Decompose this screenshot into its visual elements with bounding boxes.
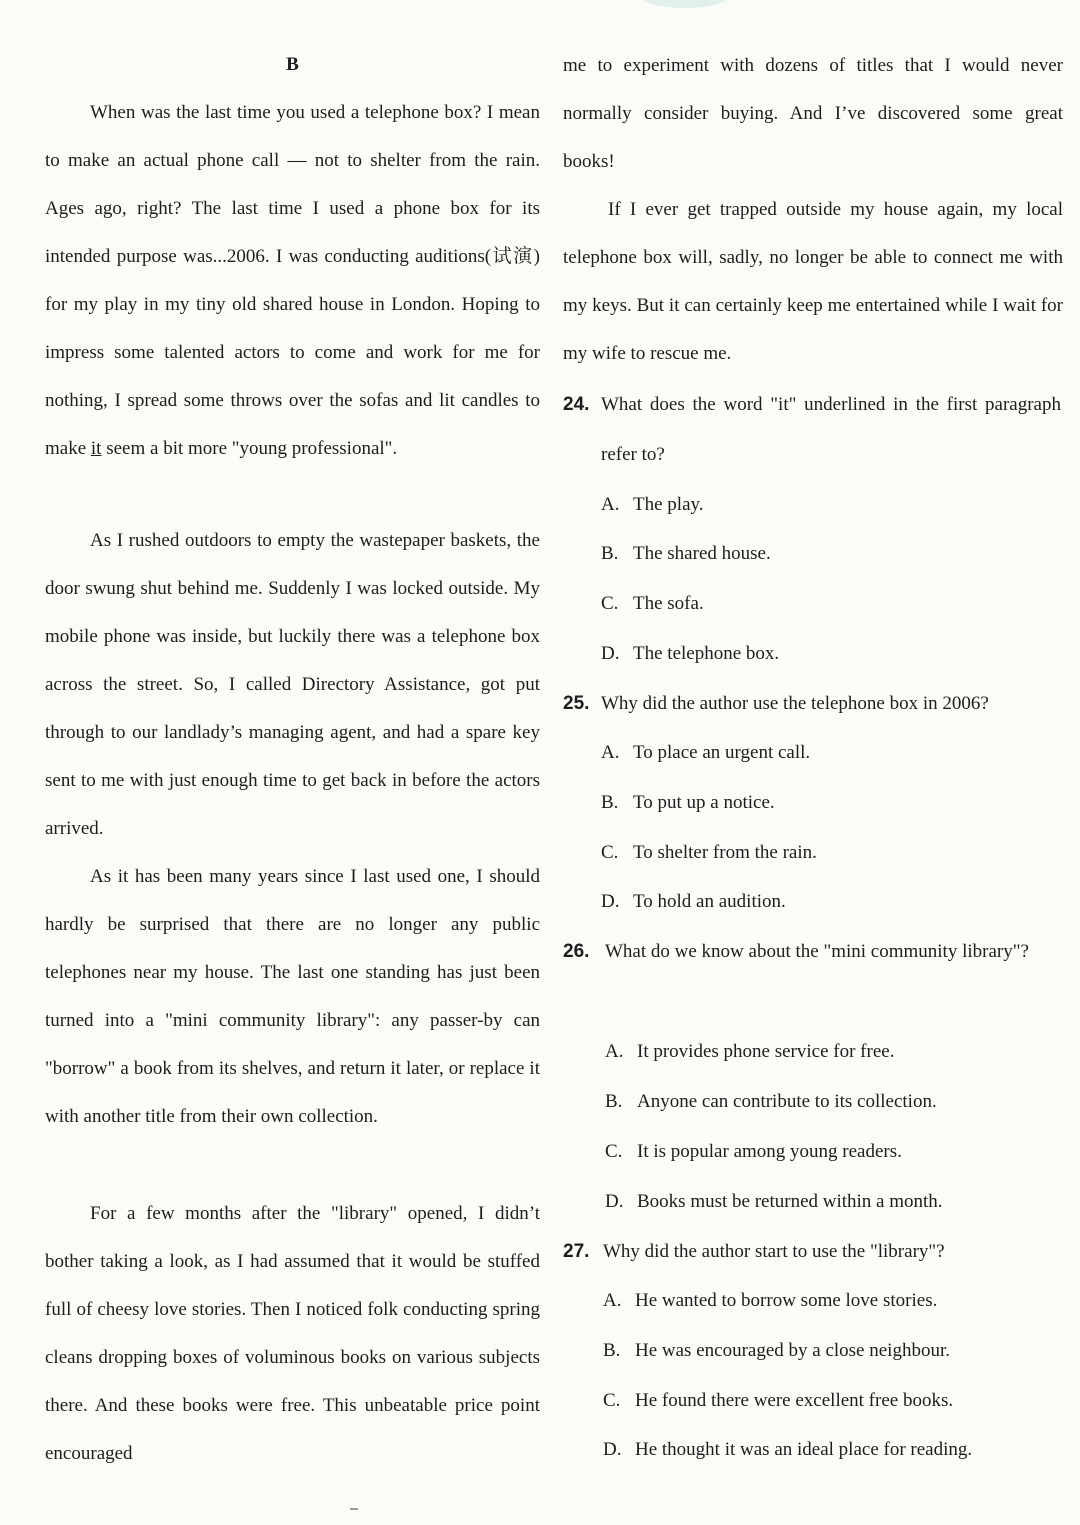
option-27-b[interactable]: B. He was encouraged by a close neighbour. [603,1340,950,1361]
question-number: 24. [563,394,590,415]
option-25-a[interactable]: A. To place an urgent call. [601,742,811,763]
option-25-b[interactable]: B. To put up a notice. [601,792,775,813]
question-text: Why did the author start to use the "library"? [603,1241,945,1262]
option-26-b[interactable]: B. Anyone can contribute to its collection. [605,1091,937,1112]
question-number: 26. [563,941,590,962]
option-27-c[interactable]: C. He found there were excellent free books. [603,1390,954,1411]
passage-paragraph-2: As I rushed outdoors to empty the wastepaper baskets, the door swung shut behind me. Suddenly I was locked outside. My mobile phone was inside, but luckily there was a telephone box across the street. So, I called Directory Assistance, got put through to our landlady’s managing agent, and had a spare key sent to me with just enough time to get back in before the actors arrived. [45,530,540,839]
question-text: What do we know about the "mini community library"? [605,941,1029,962]
passage-paragraph-1 [45,89,540,473]
passage-paragraph-5: If I ever get trapped outside my house again, my local telephone box will, sadly, no longer be able to connect me with my keys. But it can certainly keep me entertained while I wait for my wife to rescue me. [563,199,1063,364]
passage-paragraph-4: For a few months after the "library" opened, I didn’t bother taking a look, as I had assumed that it would be stuffed full of cheesy love stories. Then I noticed folk conducting spring cleans dropping boxes of voluminous books on various subjects there. And these books were free. This unbeatable price point encouraged [45,1203,540,1464]
option-24-c[interactable]: C. The sofa. [601,593,704,614]
passage-paragraph-3: As it has been many years since I last used one, I should hardly be surprised that there are no longer any public telephones near my house. The last one standing has just been turned into a "mini community library": any passer-by can "borrow" a book from its shelves, and return it later, or replace it with another title from their own collection. [45,866,540,1127]
option-24-d[interactable]: D. The telephone box. [601,643,780,664]
question-27 [563,1227,1063,1277]
option-24-b[interactable]: B. The shared house. [601,543,771,564]
option-26-a[interactable]: A. It provides phone service for free. [605,1041,895,1062]
question-number: 27. [563,1241,590,1262]
scan-mark [350,1508,358,1510]
underlined-word-it: it [90,438,102,459]
question-25 [563,679,1063,729]
option-24-a[interactable]: A. The play. [601,494,704,515]
paragraph-1-text-end: seem a bit more "young professional". [101,438,398,459]
option-25-d[interactable]: D. To hold an audition. [601,891,786,912]
option-25-c[interactable]: C. To shelter from the rain. [601,842,817,863]
option-27-a[interactable]: A. He wanted to borrow some love stories. [603,1290,938,1311]
option-27-d[interactable]: D. He thought it was an ideal place for reading. [603,1439,973,1460]
option-26-c[interactable]: C. It is popular among young readers. [605,1141,902,1162]
section-label: B [286,54,299,75]
paragraph-1-text: When was the last time you used a telephone box? I mean to make an actual phone call — not to shelter from the rain. Ages ago, right? The last time I used a phone box for its intended purpose was...2006. I was conducting auditions(试演) for my play in my tiny old shared house in London. Hoping to impress some talented actors to come and work for me for nothing, I spread some throws over the sofas and lit candles to make [45,102,540,459]
question-24 [563,380,1063,465]
question-text: Why did the author use the telephone box in 2006? [601,693,989,714]
scan-smudge [640,0,730,8]
question-number: 25. [563,693,590,714]
passage-paragraph-4-continued: me to experiment with dozens of titles that I would never normally consider buying. And I’ve discovered some great books! [563,55,1063,172]
question-text: What does the word "it" underlined in the first paragraph refer to? [601,394,1061,465]
option-26-d[interactable]: D. Books must be returned within a month. [605,1191,943,1212]
question-26 [563,927,1063,977]
